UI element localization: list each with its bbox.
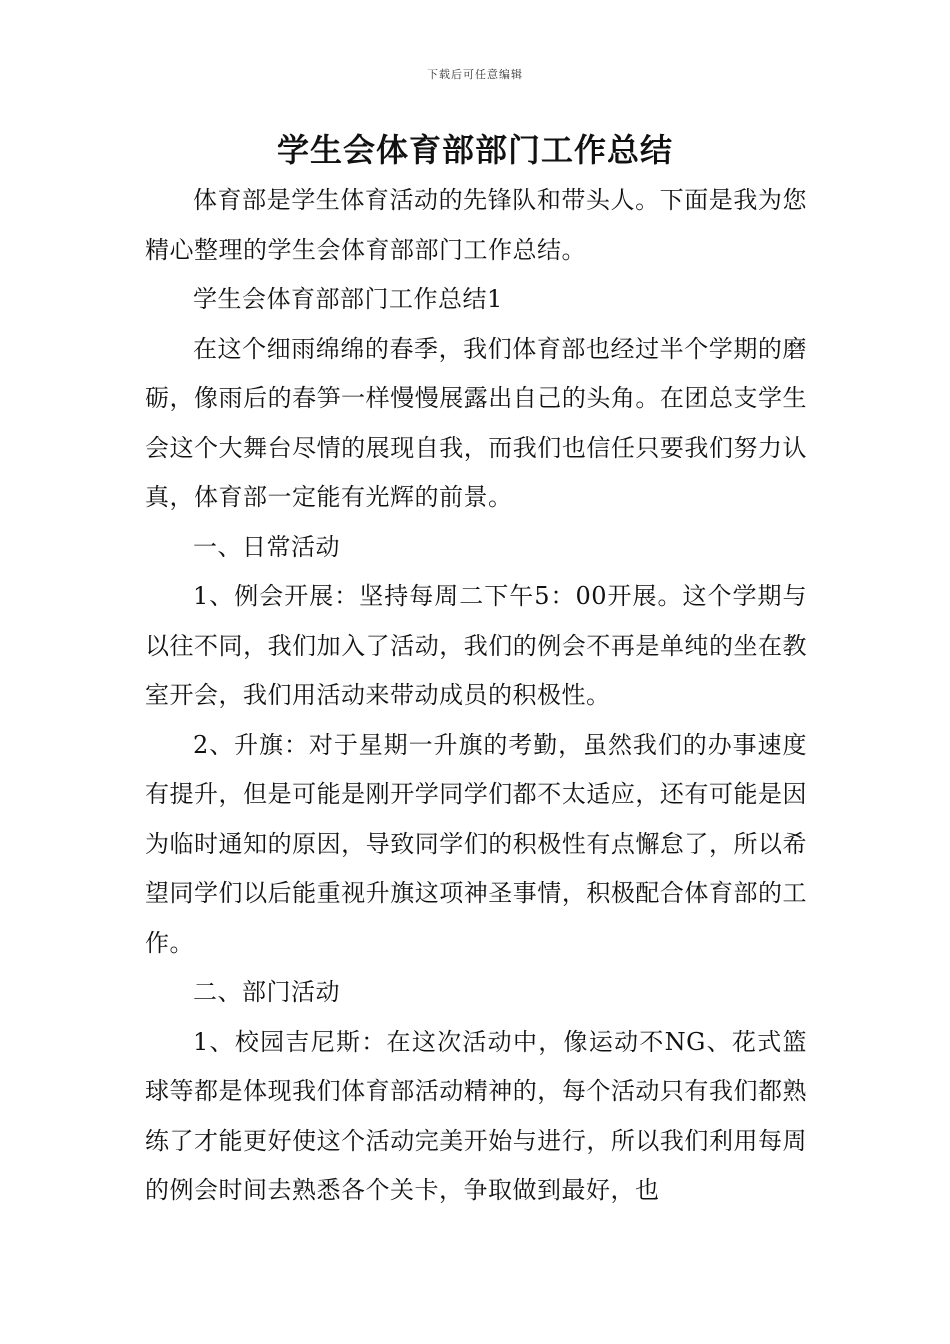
body-paragraph: 2、升旗：对于星期一升旗的考勤，虽然我们的办事速度有提升，但是可能是刚开学同学们都不太适应，还有可能是因为临时通知的原因，导致同学们的积极性有点懈怠了，所以希望同学们以后能重视升旗这项神圣事情，积极配合体育部的工作。 <box>145 730 807 957</box>
body-paragraph: 1、校园吉尼斯：在这次活动中，像运动不NG、花式篮球等都是体现我们体育部活动精神的，每个活动只有我们都熟练了才能更好使这个活动完美开始与进行，所以我们利用每周的例会时间去熟悉各个关卡，争取做到最好，也 <box>145 1027 807 1204</box>
document-title: 学生会体育部部门工作总结 <box>276 131 673 169</box>
body-paragraph: 1、例会开展：坚持每周二下午5：00开展。这个学期与以往不同，我们加入了活动，我们的例会不再是单纯的坐在教室开会，我们用活动来带动成员的积极性。 <box>145 582 807 709</box>
header-note: 下载后可任意编辑 <box>427 68 523 81</box>
section-heading-daily-activities: 一、日常活动 <box>193 532 340 561</box>
intro-paragraph: 体育部是学生体育活动的先锋队和带头人。下面是我为您精心整理的学生会体育部部门工作总结。 <box>145 186 807 264</box>
document-body <box>145 176 807 1216</box>
body-paragraph: 在这个细雨绵绵的春季，我们体育部也经过半个学期的磨砺，像雨后的春笋一样慢慢展露出自己的头角。在团总支学生会这个大舞台尽情的展现自我，而我们也信任只要我们努力认真，体育部一定能有光辉的前景。 <box>145 334 807 511</box>
section-heading-department-activities: 二、部门活动 <box>193 978 340 1006</box>
section-subtitle: 学生会体育部部门工作总结1 <box>193 285 503 313</box>
